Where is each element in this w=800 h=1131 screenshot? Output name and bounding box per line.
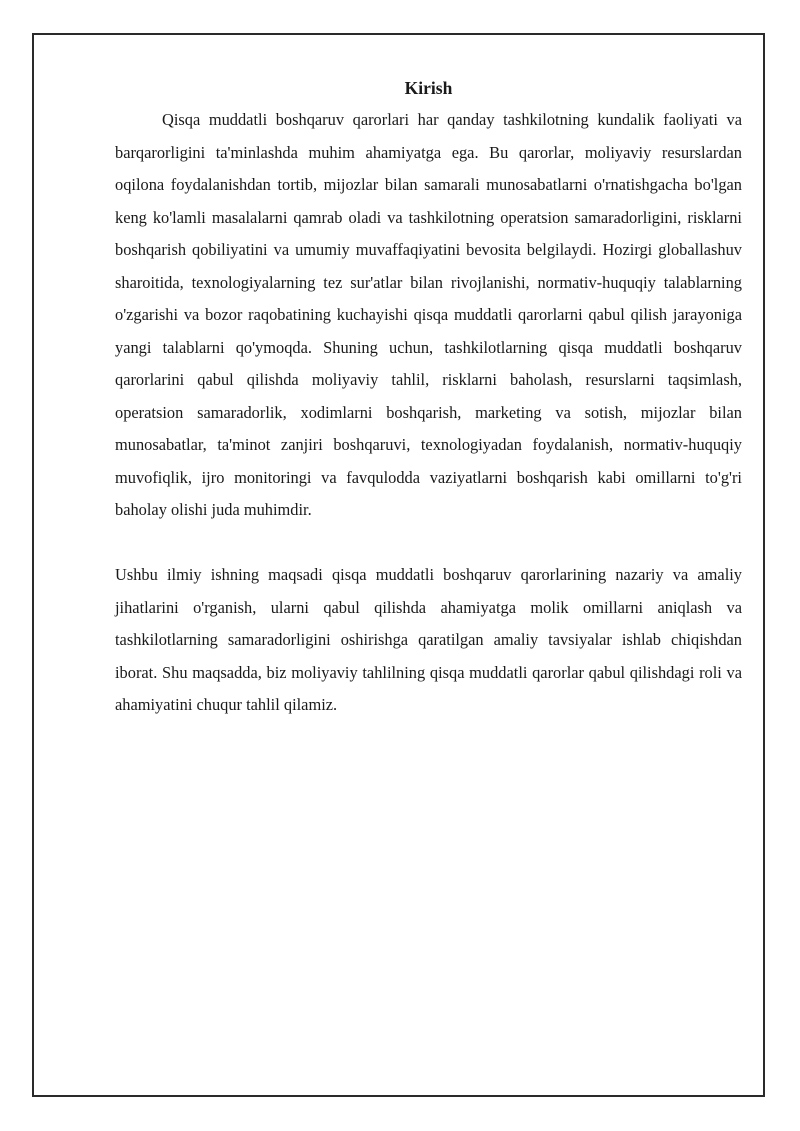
introduction-paragraph: Qisqa muddatli boshqaruv qarorlari har qanday tashkilotning kundalik faoliyati va barqarorligini ta'minlashda muhim ahamiyatga ega. Bu qarorlar, moliyaviy resurslardan oqilona foydalanishdan tortib, mijozlar bilan samarali munosabatlarni o'rnatishgacha bo'lgan keng ko'lamli masalalarni qamrab oladi va tashkilotning operatsion samaradorligini, risklarni boshqarish qobiliyatini va umumiy muvaffaqiyatini bevosita belgilaydi. Hozirgi globallashuv sharoitida, texnologiyalarning tez sur'atlar bilan rivojlanishi, normativ-huquqiy talablarning o'zgarishi va bozor raqobatining kuchayishi qisqa muddatli qarorlarni qabul qilish jarayoniga yangi talablarni qo'ymoqda. Shuning uchun, tashkilotlarning qisqa muddatli boshqaruv qarorlarini qabul qilishda moliyaviy tahlil, risklarni baholash, resurslarni taqsimlash, operatsion samaradorlik, xodimlarni boshqarish, marketing va sotish, mijozlar bilan munosabatlar, ta'minot zanjiri boshqaruvi, texnologiyadan foydalanish, normativ-huquqiy muvofiqlik, ijro monitoringi va favqulodda vaziyatlarni boshqarish kabi omillarni to'g'ri baholay olishi juda muhimdir. — [115, 110, 742, 519]
paragraph-spacer — [115, 527, 742, 560]
document-title: Kirish — [404, 78, 453, 98]
document-body — [115, 76, 742, 722]
objective-paragraph: Ushbu ilmiy ishning maqsadi qisqa muddatli boshqaruv qarorlarining nazariy va amaliy jihatlarini o'rganish, ularni qabul qilishda ahamiyatga molik omillarni aniqlash va tashkilotlarning samaradorligini oshirishga qaratilgan amaliy tavsiyalar ishlab chiqishdan iborat. Shu maqsadda, biz moliyaviy tahlilning qisqa muddatli qarorlar qabul qilishdagi roli va ahamiyatini chuqur tahlil qilamiz. — [115, 565, 742, 714]
